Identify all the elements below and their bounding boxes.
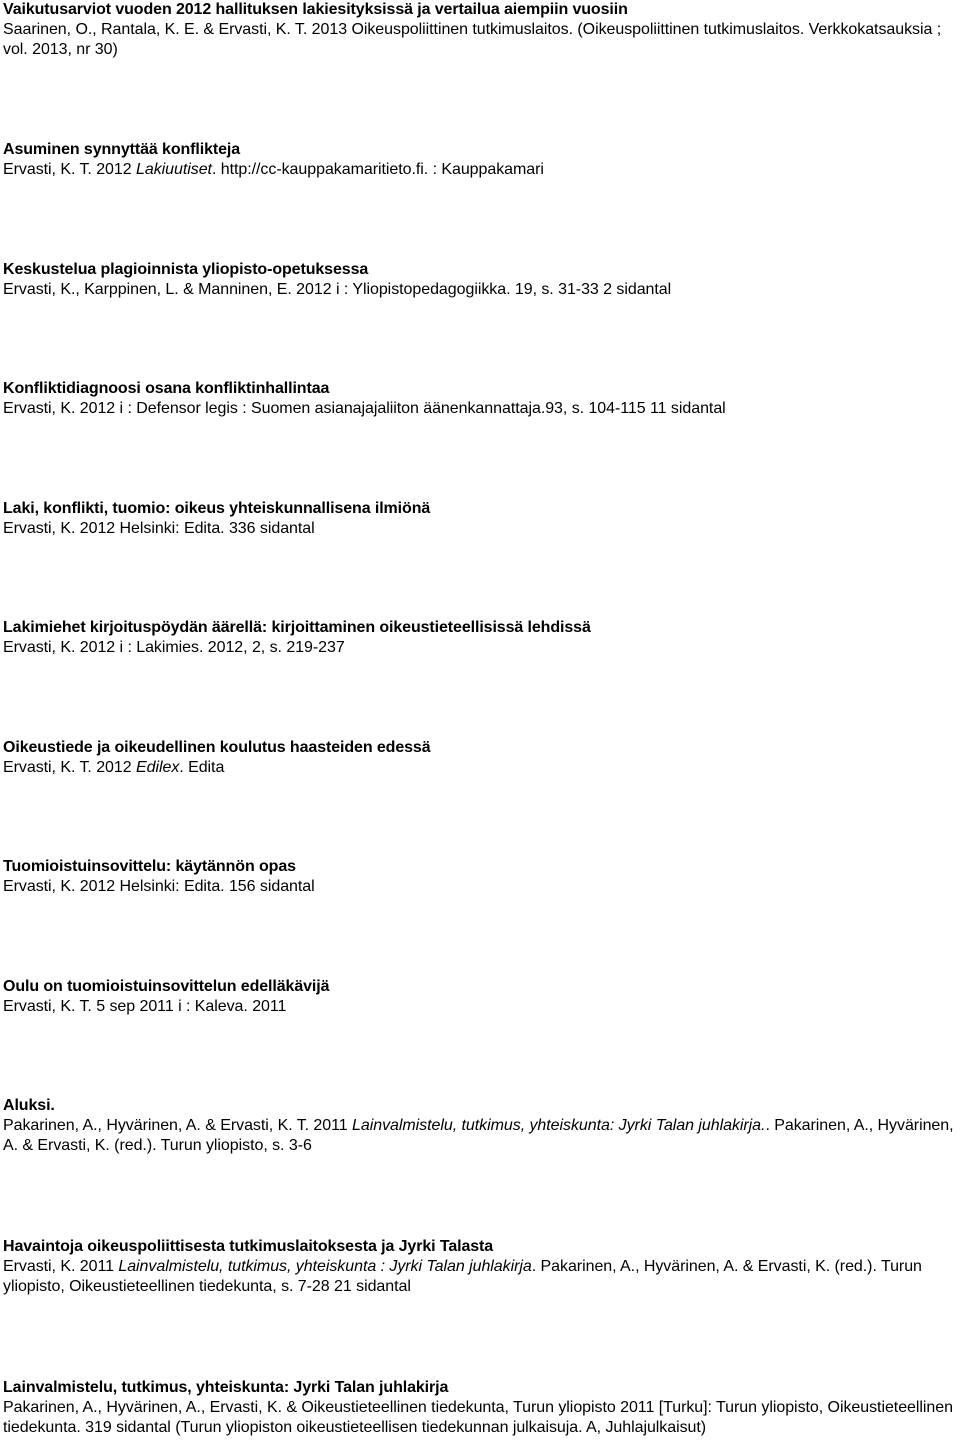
citation-source-italic: Lainvalmistelu, tutkimus, yhteiskunta: Jyrki Talan juhlakirja. [352,1117,766,1134]
publication-title[interactable]: Vaikutusarviot vuoden 2012 hallituksen lakiesityksissä ja vertailua aiempiin vuosiin [3,1,628,18]
citation-text: Ervasti, K. 2012 i : Defensor legis : Suomen asianajajaliiton äänenkannattaja.93, s. 104-115 11 sidantal [3,400,726,417]
publication-title[interactable]: Oulu on tuomioistuinsovittelun edelläkävijä [3,978,330,995]
citation-text: Ervasti, K. 2012 Helsinki: Edita. 156 sidantal [3,878,315,895]
publication-title[interactable]: Asuminen synnyttää konflikteja [3,141,241,158]
publication-citation [3,280,957,300]
publication-entry [3,0,957,60]
publication-citation [3,399,957,419]
publication-title[interactable]: Lakimiehet kirjoituspöydän äärellä: kirjoittaminen oikeustieteellisissä lehdissä [3,619,591,636]
citation-text: Ervasti, K. 2012 Helsinki: Edita. 336 sidantal [3,520,315,537]
citation-text: Ervasti, K. T. 2012 [3,161,136,178]
publication-entry [3,738,957,778]
citation-source-italic: Edilex [136,759,180,776]
publication-entry [3,499,957,539]
citation-text: Ervasti, K. T. 5 sep 2011 i : Kaleva. 2011 [3,998,287,1015]
publication-citation [3,997,957,1017]
publication-entry [3,260,957,300]
publication-citation [3,758,957,778]
citation-text: Pakarinen, A., Hyvärinen, A. & Ervasti, K. T. 2011 [3,1117,353,1134]
citation-text: Ervasti, K. 2011 [3,1258,119,1275]
citation-text: . Pakarinen, A., Hyvärinen, A. & Ervasti, K. (red.). Turun yliopisto, s. 3-6 [3,1117,954,1154]
publication-title[interactable]: Konfliktidiagnoosi osana konfliktinhallintaa [3,380,330,397]
publication-entry [3,379,957,419]
citation-source-italic: Lakiuutiset [136,161,212,178]
publication-title[interactable]: Keskustelua plagioinnista yliopisto-opetuksessa [3,261,369,278]
publication-citation [3,20,957,60]
citation-text: Pakarinen, A., Hyvärinen, A., Ervasti, K. & Oikeustieteellinen tiedekunta, Turun yliopisto 2011 [Turku]: Turun yliopisto, Oikeustieteellinen tiedekunta. 319 sidantal (Turun yliopiston oikeustieteellisen tiedekunnan julkaisuja. A, Juhlajulkaisut) [3,1399,953,1436]
citation-text: Ervasti, K. 2012 i : Lakimies. 2012, 2, s. 219-237 [3,639,345,656]
publication-citation [3,1257,957,1297]
citation-text: . Edita [179,759,225,776]
publication-title[interactable]: Aluksi. [3,1097,55,1114]
publication-entry [3,1237,957,1297]
citation-source-italic: Lainvalmistelu, tutkimus, yhteiskunta : Jyrki Talan juhlakirja [118,1258,532,1275]
citation-text: . Pakarinen, A., Hyvärinen, A. & Ervasti, K. (red.). Turun yliopisto, Oikeustieteellinen tiedekunta, s. 7-28 21 sidantal [3,1258,922,1295]
publication-entry [3,1096,957,1156]
publication-citation [3,1398,957,1438]
publication-entry [3,140,957,180]
publication-citation [3,1116,957,1156]
publication-entry [3,1378,957,1438]
citation-text: . http://cc-kauppakamaritieto.fi. : Kauppakamari [211,161,544,178]
citation-text: Ervasti, K., Karppinen, L. & Manninen, E. 2012 i : Yliopistopedagogiikka. 19, s. 31-33 2 sidantal [3,281,672,298]
publication-citation [3,638,957,658]
publication-title[interactable]: Oikeustiede ja oikeudellinen koulutus haasteiden edessä [3,739,431,756]
publication-entry [3,977,957,1017]
publication-title[interactable]: Tuomioistuinsovittelu: käytännön opas [3,858,296,875]
citation-text: Ervasti, K. T. 2012 [3,759,136,776]
citation-text: Saarinen, O., Rantala, K. E. & Ervasti, K. T. 2013 Oikeuspoliittinen tutkimuslaitos. (Oikeuspoliittinen tutkimuslaitos. Verkkokatsauksia ; vol. 2013, nr 30) [3,21,942,58]
publication-entry [3,857,957,897]
publication-title[interactable]: Lainvalmistelu, tutkimus, yhteiskunta: Jyrki Talan juhlakirja [3,1379,449,1396]
publication-citation [3,160,957,180]
publication-citation [3,519,957,539]
publication-title[interactable]: Havaintoja oikeuspoliittisesta tutkimuslaitoksesta ja Jyrki Talasta [3,1238,494,1255]
publication-citation [3,877,957,897]
publication-entry [3,618,957,658]
publication-title[interactable]: Laki, konflikti, tuomio: oikeus yhteiskunnallisena ilmiönä [3,500,431,517]
